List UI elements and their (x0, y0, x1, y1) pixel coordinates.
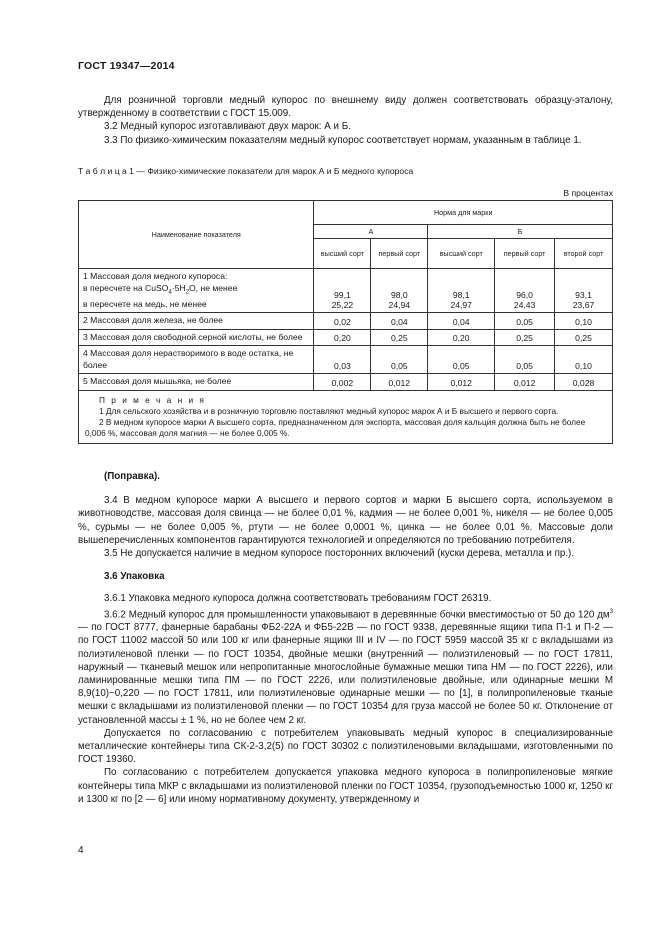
correction-note: (Поправка). (104, 471, 160, 482)
row-name: 1 Массовая доля медного купороса: в пересчете на $CuSO_4\cdot 5H_2O$, не менее в пересчете на медь, не менее (79, 269, 314, 313)
note-2: 2 В медном купоросе марки А высшего сорта, предназначенном для экспорта, массовая доля кальция должна быть не более 0,006 %, массовая доля магния — не более 0,005 %. (85, 416, 586, 438)
cell-value: 0,05 (371, 346, 428, 374)
table-notes (79, 390, 613, 443)
cell-value: 0,25 (371, 329, 428, 346)
paragraph-containers: Допускается по согласованию с потребителем упаковывать медный купорос в специализированные металлические контейнеры типа СК-2-3,2(5) по ГОСТ 30302 с полиэтиленовыми вкладышами, изготовленными по ГОСТ 19360. (78, 727, 613, 766)
cell-value: 0,10 (555, 313, 613, 330)
cell-value: 0,25 (495, 329, 555, 346)
page-number: 4 (78, 845, 84, 856)
col-header-grade: высший сорт (428, 239, 495, 269)
paragraph-3-5: 3.5 Не допускается наличие в медном купоросе посторонних включений (куски дерева, металла и пр.). (104, 548, 575, 560)
table-row (79, 329, 613, 346)
section-heading-3-6: 3.6 Упаковка (104, 571, 165, 583)
cell-value: 0,05 (428, 346, 495, 374)
col-header-grade: второй сорт (555, 239, 613, 269)
col-header-brand-b: Б (428, 225, 613, 239)
row-name: 3 Массовая доля свободной серной кислоты, не более (79, 329, 314, 346)
col-header-name: Наименование показателя (79, 201, 314, 269)
paragraph-3-6-1: 3.6.1 Упаковка медного купороса должна соответствовать требованиям ГОСТ 26319. (104, 593, 492, 605)
col-header-grade: первый сорт (495, 239, 555, 269)
row-name: 5 Массовая доля мышьяка, не более (79, 374, 314, 391)
cell-value: 0,02 (314, 313, 371, 330)
paragraph-3-4: 3.4 В медном купоросе марки А высшего и первого сортов и марки Б высшего сорта, используемом в животноводстве, массовая доля свинца — не более 0,01 %, кадмия — не более 0,001 %, никеля — не более 0,005 %, сурьмы — не более 0,005 %, ртути — не более 0,0001 %, цинка — не более 0,01 %. Массовые доли вышеперечисленных компонентов гарантируются технологией и определяются по требованию потребителя. (78, 495, 613, 546)
paragraph-3-3: 3.3 По физико-химическим показателям медный купорос соответствует нормам, указанным в таблице 1. (104, 134, 582, 146)
cell-value: 0,012 (371, 374, 428, 391)
cell-value: 0,25 (555, 329, 613, 346)
cell-value: 0,028 (555, 374, 613, 391)
table-row (79, 374, 613, 391)
cell-value: 0,04 (428, 313, 495, 330)
cell-value: 99,1 25,22 (314, 269, 371, 313)
note-1: 1 Для сельского хозяйства и в розничную торговлю поставляют медный купорос марок А и Б высшего и первого сорта. (99, 405, 559, 416)
intro-block (78, 94, 613, 147)
cell-value: 0,03 (314, 346, 371, 374)
cell-value: 0,002 (314, 374, 371, 391)
paragraph-3-6-2: 3.6.2 Медный купорос для промышленности упаковывают в деревянные бочки вместимостью от 50 до 120 $дм^3$ — по ГОСТ 8777, фанерные барабаны ФБ2-22А и ФБ5-22В — по ГОСТ 9338, деревянные ящики типа П-1 и П-2 — по ГОСТ 11002 массой 50 или 100 кг или фанерные ящики III и IV — по ГОСТ 5959 массой 35 кг с вкладышами из полиэтиленовой пленки — по ГОСТ 10354, двойные мешки (внутренний — полиэтиленовый — по ГОСТ 17811, наружный — тканевый мешок или непропитанные многослойные бумажные мешки типа НМ — по ГОСТ 2226), или ламинированные мешки типа ПМ — по ГОСТ 2226, или полиэтиленовые двойные, или одинарные мешки М 8,9(10)−0,220 — по ГОСТ 17811, или полиэтиленовые одинарные мешки — по [1], в полипропиленовые тканые мешки с вкладышами из полиэтиленовой пленки — по ГОСТ 10354 для груза массой не более 50 кг. Отклонение от установленной массы ± 1 %, но не более чем 2 кг. (78, 608, 613, 726)
document-header: ГОСТ 19347—2014 (78, 60, 175, 72)
row-name: 2 Массовая доля железа, не более (79, 313, 314, 330)
cell-value: 0,04 (371, 313, 428, 330)
main-text-block (78, 470, 613, 806)
col-header-brand-a: А (314, 225, 428, 239)
col-header-grade: первый сорт (371, 239, 428, 269)
cell-value: 93,1 23,67 (555, 269, 613, 313)
cell-value: 0,20 (314, 329, 371, 346)
col-header-grade: высший сорт (314, 239, 371, 269)
table-row (79, 313, 613, 330)
cell-value: 0,10 (555, 346, 613, 374)
cell-value: 98,1 24,97 (428, 269, 495, 313)
cell-value: 0,20 (428, 329, 495, 346)
cell-value: 0,012 (495, 374, 555, 391)
cell-value: 0,05 (495, 346, 555, 374)
paragraph-retail: Для розничной торговли медный купорос по внешнему виду должен соответствовать образцу-эталону, утвержденному в соответствии с ГОСТ 15.009. (78, 95, 613, 120)
cell-value: 98,0 24,94 (371, 269, 428, 313)
table-caption: Т а б л и ц а 1 — Физико-химические показатели для марок А и Б медного купороса (78, 166, 414, 176)
table-row (79, 269, 613, 313)
paragraph-3-2: 3.2 Медный купорос изготавливают двух марок: А и Б. (104, 121, 351, 133)
notes-title: П р и м е ч а н и я (99, 394, 206, 405)
table-row (79, 346, 613, 374)
cell-value: 96,0 24,43 (495, 269, 555, 313)
col-header-norm: Норма для марки (314, 201, 613, 225)
paragraph-mkr: По согласованию с потребителем допускается упаковка медного купороса в полипропиленовые мягкие контейнеры типа МКР с вкладышами из полиэтиленовой пленки по ГОСТ 10354, грузоподъемностью 1000 кг, 1250 кг и 1300 кг по [2 — 6] или иному нормативному документу, утвержденному и (78, 767, 613, 805)
properties-table (78, 200, 613, 444)
cell-value: 0,05 (495, 313, 555, 330)
table-units: В процентах (563, 188, 613, 198)
cell-value: 0,012 (428, 374, 495, 391)
row-name: 4 Массовая доля нерастворимого в воде остатка, не более (79, 346, 314, 374)
